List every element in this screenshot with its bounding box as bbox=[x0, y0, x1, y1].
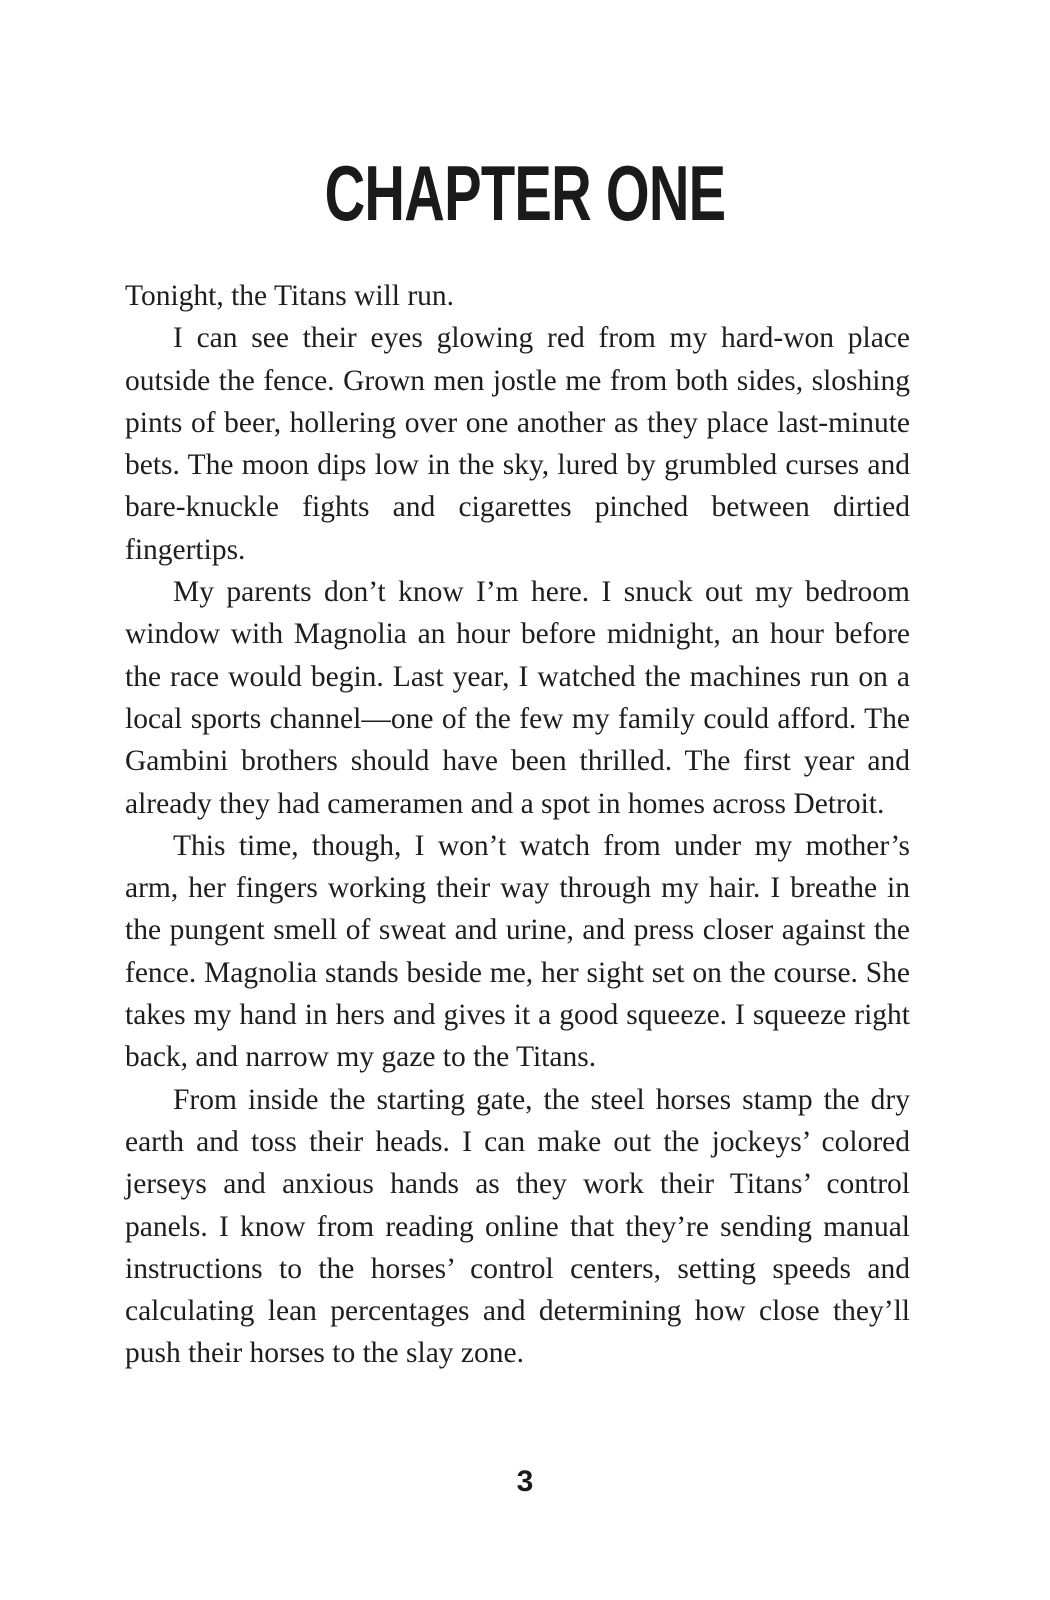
page-number: 3 bbox=[516, 1465, 534, 1498]
paragraph-4: This time, though, I won’t watch from under my mother’s arm, her fingers working their way through my hair. I breathe in the pungent smell of sweat and urine, and press closer against the fence. Magnolia stands beside me, her sight set on the course. She takes my hand in hers and gives it a good squeeze. I squeeze right back, and narrow my gaze to the Titans. bbox=[125, 829, 910, 1074]
chapter-body bbox=[125, 275, 910, 1375]
paragraph-3: My parents don’t know I’m here. I snuck out my bedroom window with Magnolia an hour before midnight, an hour before the race would begin. Last year, I watched the machines run on a local sports channel—one of the few my family could afford. The Gambini brothers should have been thrilled. The first year and already they had cameramen and a spot in homes across Detroit. bbox=[125, 576, 910, 820]
paragraph-1: Tonight, the Titans will run. bbox=[125, 280, 455, 312]
chapter-title: CHAPTER ONE bbox=[324, 149, 726, 237]
paragraph-5: From inside the starting gate, the steel horses stamp the dry earth and toss their heads. I can make out the jockeys’ colored jerseys and anxious hands as they work their Titans’ control panels. I know from reading online that they’re sending manual instructions to the horses’ control centers, setting speeds and calculating lean percentages and determining how close they’ll push their horses to the slay zone. bbox=[125, 1083, 910, 1370]
paragraph-2: I can see their eyes glowing red from my hard-won place outside the fence. Grown men jostle me from both sides, sloshing pints of beer, hollering over one another as they place last-minute bets. The moon dips low in the sky, lured by grumbled curses and bare-knuckle fights and cigarettes pinched between dirtied fingertips. bbox=[125, 322, 910, 566]
